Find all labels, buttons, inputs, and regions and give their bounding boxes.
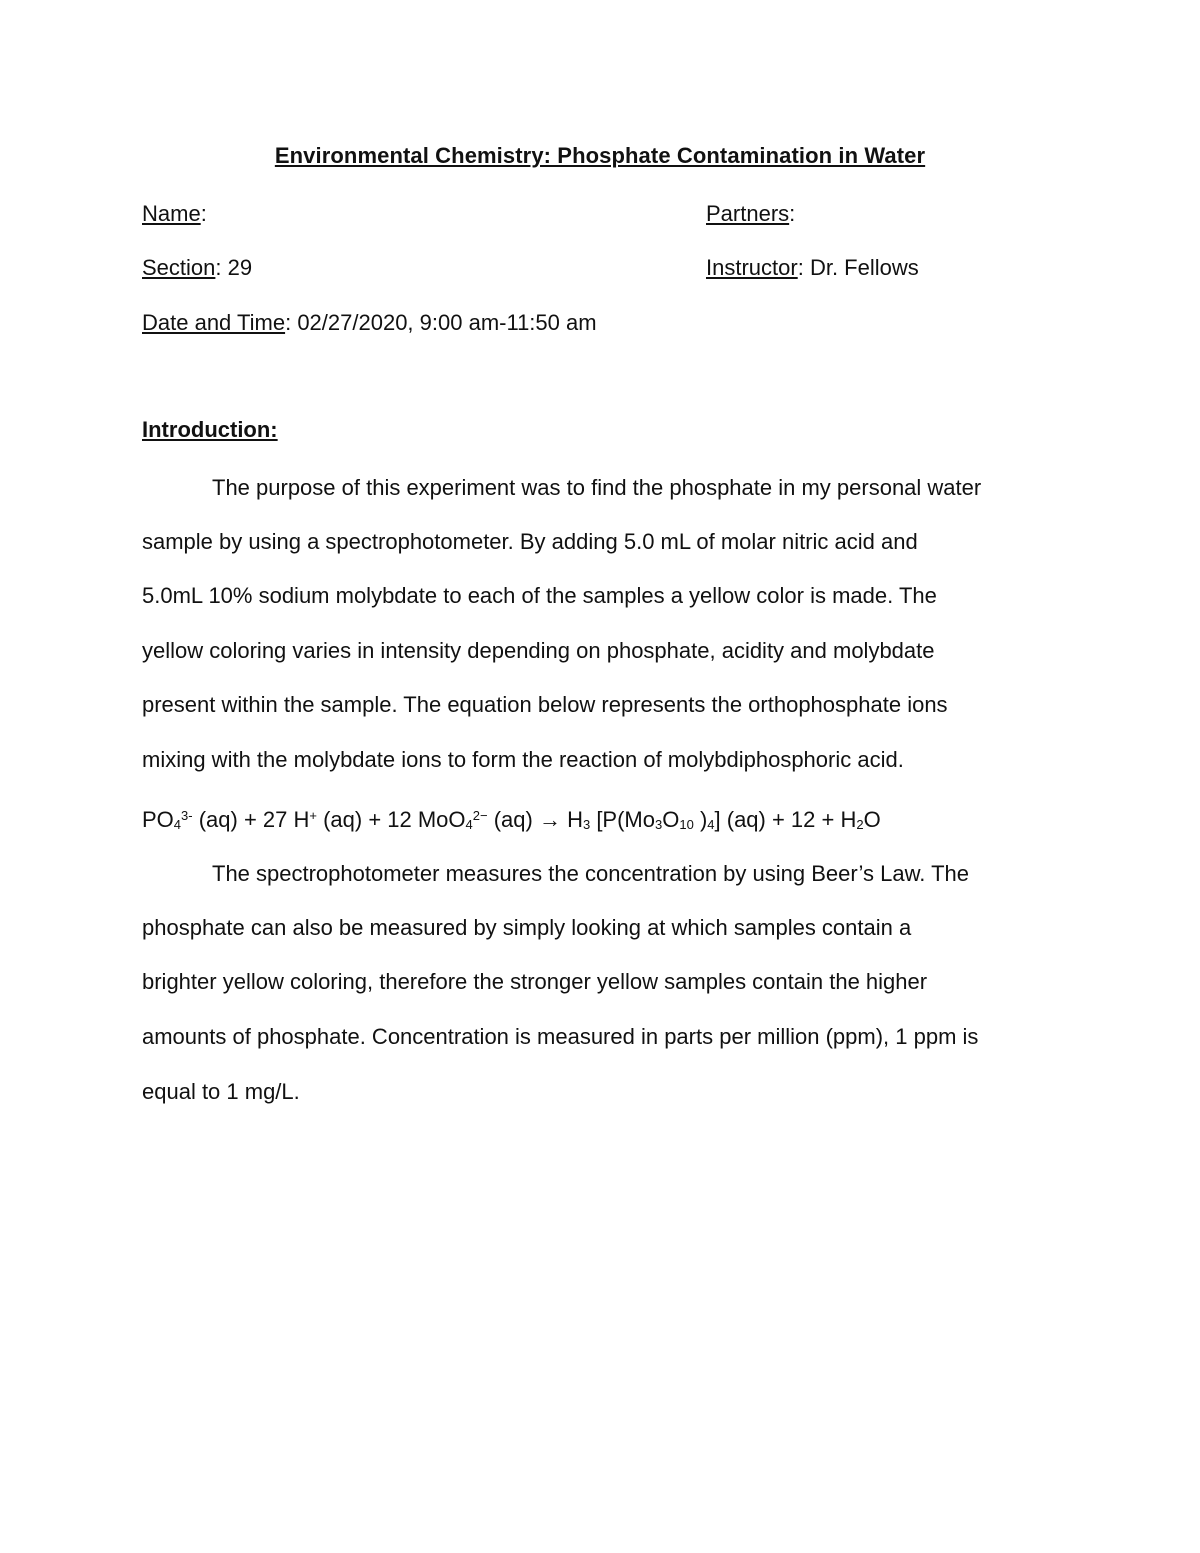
- eq-part: (aq) + 12 MoO: [316, 807, 466, 832]
- paragraph1-line: The purpose of this experiment was to find the phosphate in my personal water: [212, 475, 982, 500]
- section-value: 29: [221, 255, 253, 280]
- section-label: Section: [142, 255, 216, 280]
- paragraph1-line: sample by using a spectrophotometer. By adding 5.0 mL of molar nitric acid and: [142, 529, 918, 554]
- document-title: Environmental Chemistry: Phosphate Contamination in Water: [274, 143, 926, 168]
- eq-subscript: 4: [707, 817, 715, 832]
- paragraph1-line: yellow coloring varies in intensity depending on phosphate, acidity and molybdate: [142, 638, 935, 663]
- paragraph2-line: amounts of phosphate. Concentration is measured in parts per million (ppm), 1 ppm is: [142, 1024, 979, 1049]
- paragraph2-line: brighter yellow coloring, therefore the stronger yellow samples contain the higher: [142, 969, 928, 994]
- paragraph2-line: phosphate can also be measured by simply looking at which samples contain a: [142, 915, 912, 940]
- eq-part: O: [863, 807, 881, 832]
- eq-subscript: 2: [856, 817, 864, 832]
- eq-subscript: 3: [582, 817, 591, 832]
- paragraph2-line: equal to 1 mg/L.: [142, 1079, 300, 1104]
- eq-part: [P(Mo: [590, 807, 655, 832]
- section-field: Section: 29: [142, 255, 253, 280]
- date-time-value: 02/27/2020, 9:00 am-11:50 am: [291, 310, 597, 335]
- eq-part: ] (aq) + 12 + H: [714, 807, 857, 832]
- name-field: Name:: [142, 201, 207, 226]
- paragraph2-line: The spectrophotometer measures the concentration by using Beer’s Law. The: [212, 861, 969, 886]
- instructor-label: Instructor: [706, 255, 798, 280]
- eq-part: PO: [142, 807, 174, 832]
- eq-superscript: +: [309, 808, 317, 823]
- partners-field: Partners:: [706, 201, 796, 226]
- paragraph1-line: present within the sample. The equation below represents the orthophosphate ions: [142, 692, 948, 717]
- eq-part: O: [662, 807, 680, 832]
- eq-subscript: 4: [173, 817, 182, 832]
- instructor-value: Dr. Fellows: [803, 255, 919, 280]
- introduction-heading: Introduction:: [142, 417, 278, 442]
- instructor-field: Instructor: Dr. Fellows: [706, 255, 919, 280]
- name-label: Name: [142, 201, 201, 226]
- eq-superscript: 2−: [472, 808, 488, 823]
- eq-part: (aq) → H: [487, 807, 583, 832]
- partners-label: Partners: [706, 201, 790, 226]
- paragraph1-line: mixing with the molybdate ions to form the reaction of molybdiphosphoric acid.: [142, 747, 904, 772]
- date-time-field: Date and Time: 02/27/2020, 9:00 am-11:50 am: [142, 310, 597, 335]
- eq-subscript: 10: [679, 817, 694, 832]
- eq-part: (aq) + 27 H: [192, 807, 310, 832]
- paragraph1-line: 5.0mL 10% sodium molybdate to each of the samples a yellow color is made. The: [142, 583, 937, 608]
- eq-subscript: 4: [465, 817, 473, 832]
- eq-subscript: 3: [655, 817, 663, 832]
- chemical-equation: [142, 801, 881, 840]
- date-time-label: Date and Time: [142, 310, 286, 335]
- eq-part: ): [693, 807, 708, 832]
- eq-superscript: 3-: [181, 808, 193, 823]
